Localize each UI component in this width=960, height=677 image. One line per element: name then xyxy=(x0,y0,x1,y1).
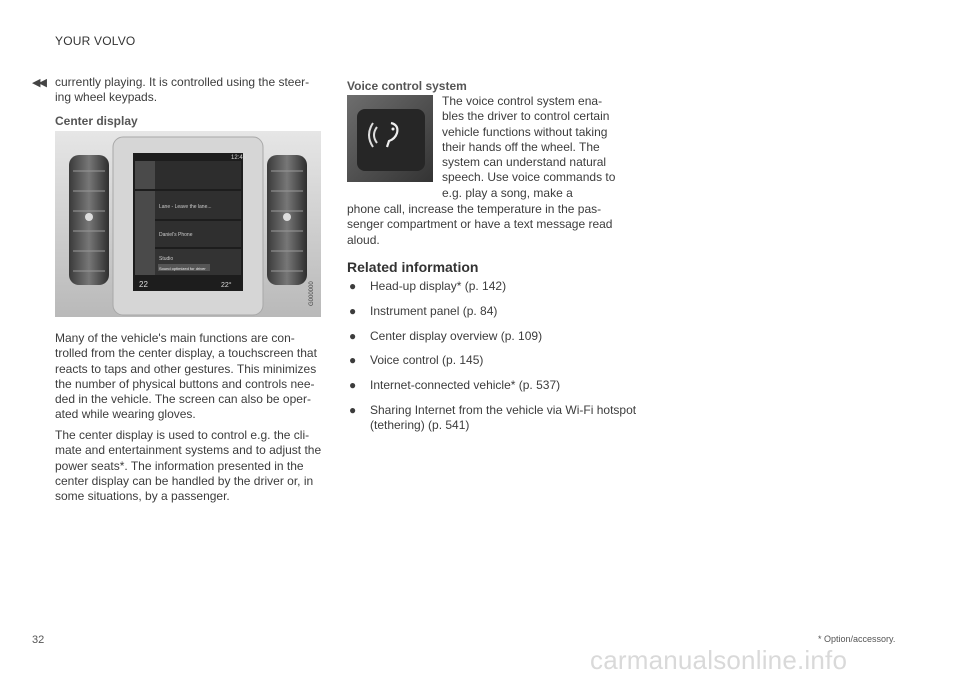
running-header: YOUR VOLVO xyxy=(55,34,136,48)
page-number: 32 xyxy=(32,634,45,646)
related-link-label[interactable]: Sharing Internet from the vehicle via Wi-Fi hotspot (tethering) (p. 541) xyxy=(370,402,637,433)
bullet-icon: ● xyxy=(349,328,357,343)
related-link-center-display-overview[interactable] xyxy=(347,329,637,344)
bullet-icon: ● xyxy=(349,378,357,393)
bullet-icon: ● xyxy=(349,353,357,368)
related-link-head-up-display[interactable] xyxy=(347,279,637,294)
continued-marker-icon: ◀◀ xyxy=(32,77,45,89)
watermark: carmanualsonline.info xyxy=(590,645,848,675)
intro-paragraph: currently playing. It is controlled using the steer-ing wheel keypads. xyxy=(55,75,310,105)
voice-control-icon xyxy=(347,95,433,182)
center-display-heading: Center display xyxy=(55,114,138,128)
footnote: * Option/accessory. xyxy=(818,634,896,644)
related-link-voice-control[interactable] xyxy=(347,353,637,368)
related-link-label[interactable]: Voice control (p. 145) xyxy=(370,353,484,368)
related-link-internet-connected[interactable] xyxy=(347,378,637,393)
related-link-wifi-hotspot[interactable] xyxy=(347,403,637,434)
screen-menu-item: Lane - Leave the lane... xyxy=(159,204,212,210)
related-link-label[interactable]: Center display overview (p. 109) xyxy=(370,328,543,343)
related-link-label[interactable]: Instrument panel (p. 84) xyxy=(370,303,498,318)
bullet-icon: ● xyxy=(349,303,357,318)
screen-temp-left: 22 xyxy=(139,280,148,289)
bullet-icon: ● xyxy=(349,402,357,417)
voice-control-text: The voice control system ena-bles the driver to control certain vehicle functions without taking their hands off the wheel. The system can understand natural speech. Use voice commands to e.g. play a song, make a xyxy=(442,94,616,200)
screen-menu-subtext: Sound optimized for driver xyxy=(159,266,206,271)
center-display-paragraph-1: Many of the vehicle's main functions are con-trolled from the center display, a touchscreen that reacts to taps and other gestures. This minimizes the number of physical buttons and controls nee-ded in the vehicle. The screen can also be oper-ated while wearing gloves. xyxy=(55,331,317,422)
related-information-list xyxy=(347,279,637,443)
voice-control-heading: Voice control system xyxy=(347,79,467,93)
related-link-label[interactable]: Head-up display* (p. 142) xyxy=(370,279,507,293)
bullet-icon: ● xyxy=(349,279,357,293)
related-link-instrument-panel[interactable] xyxy=(347,304,637,319)
center-display-paragraph-2: The center display is used to control e.g. the cli-mate and entertainment systems and to adjust the power seats*. The information presented in the center display can be handled by the driver or, in some situations, by a passenger. xyxy=(55,428,322,504)
screen-clock: 12:45 xyxy=(231,155,247,161)
left-air-vent xyxy=(69,155,109,285)
voice-button-figure xyxy=(347,95,433,182)
voice-control-text-continued: phone call, increase the temperature in the pas-senger compartment or have a text message read aloud. xyxy=(347,202,613,247)
figure-code: G000000 xyxy=(309,281,315,306)
screen-menu-item: Daniel's Phone xyxy=(159,232,193,238)
center-display-figure xyxy=(55,131,321,317)
related-information-heading: Related information xyxy=(347,259,479,275)
screen-temp-right: 22° xyxy=(221,282,232,289)
related-link-label[interactable]: Internet-connected vehicle* (p. 537) xyxy=(370,378,561,393)
right-air-vent xyxy=(267,155,307,285)
screen-menu-item: Studio xyxy=(159,256,174,262)
center-display-illustration xyxy=(55,131,321,317)
